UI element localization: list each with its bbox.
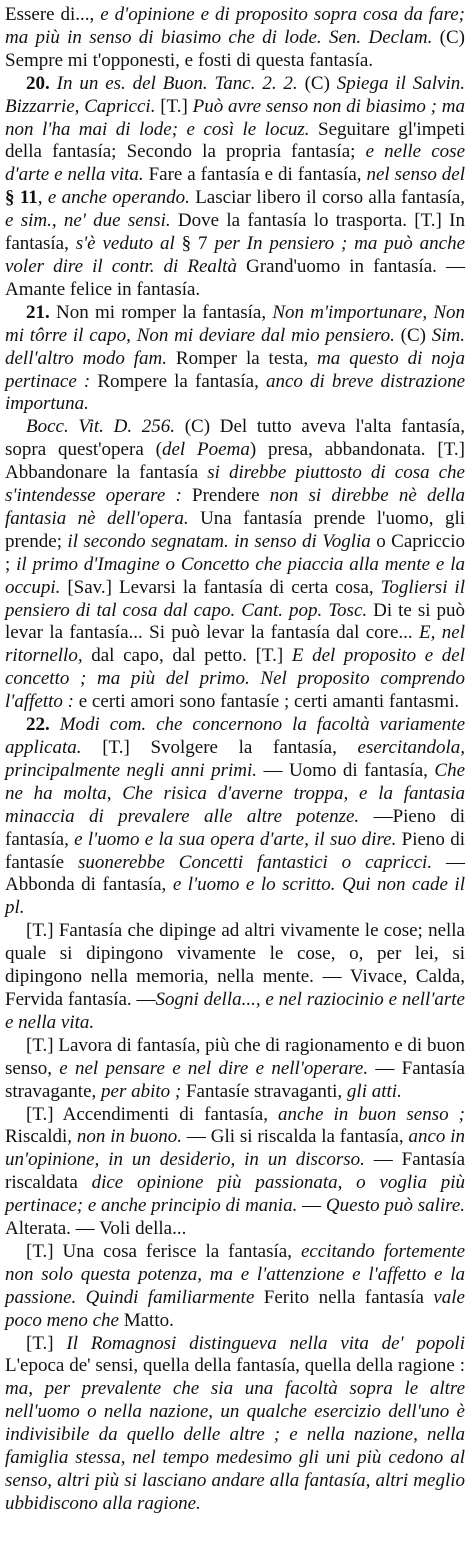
roman-text: [Sav.] Levarsi la fantasía di certa cosa,: [67, 576, 381, 598]
italic-text: , e anche operando.: [37, 187, 196, 209]
bold-text: § 11: [5, 187, 38, 209]
italic-text: per In pensiero ; ma può anche voler dire il contr. di Realtà: [5, 233, 466, 277]
italic-text: Sogni della..., e nel raziocinio e nell'arte e nella vita.: [5, 988, 465, 1033]
italic-text: per abito ;: [101, 1080, 186, 1102]
italic-text: il secondo segnatam. in senso di Voglia: [67, 530, 377, 552]
roman-text: (C) Del tutto aveva l'alta fantasía, sopra quest'opera (: [5, 416, 465, 461]
italic-text: In un es. del Buon. Tanc. 2. 2.: [56, 72, 305, 94]
roman-text: Ferito nella fantasía: [263, 1286, 434, 1308]
italic-text: Modi com. che concernono la facoltà variamente applicata.: [5, 714, 465, 758]
dictionary-column: [5, 4, 465, 1516]
roman-text: (C): [304, 72, 337, 94]
roman-text: Prendere: [192, 485, 270, 507]
italic-text: suonerebbe Concetti fantastici o capricci.: [77, 851, 446, 873]
italic-text: del Poema: [161, 439, 250, 461]
italic-text: Spiega il Salvin. Bizzarrie, Capricci.: [5, 72, 466, 117]
roman-text: Rompere la fantasía,: [97, 370, 266, 392]
roman-text: Non mi romper la fantasía,: [55, 301, 273, 323]
roman-text: [T.] Lavora di fantasía, più che di ragionamento e di buon senso,: [5, 1034, 465, 1079]
roman-text: Grand'uomo in fantasía. — Amante felice in fantasía.: [5, 255, 465, 300]
roman-text: —: [302, 1195, 326, 1217]
italic-text: ma questo di noja pertinace :: [5, 347, 465, 392]
roman-text: (C): [400, 324, 432, 346]
italic-text: Sim. dell'altro modo fam.: [5, 324, 466, 369]
roman-text: o Capriccio ;: [5, 530, 466, 575]
entry-essere-di: [5, 4, 465, 73]
italic-text: Non m'importunare, Non mi tôrre il capo, Non mi deviare dal mio pensiero.: [5, 301, 465, 346]
roman-text: [T.] Svolgere la fantasía,: [102, 737, 358, 758]
roman-text: Alterata. — Voli della...: [5, 1218, 187, 1240]
roman-text: Una fantasía prende l'uomo, gli prende;: [5, 507, 465, 552]
roman-text: —Pieno di fantasía,: [5, 805, 465, 850]
roman-text: ) presa, abbandonata. [T.] Abbandonare la fantasía: [5, 439, 465, 484]
roman-text: § 7: [181, 233, 215, 255]
italic-text: Togliersi il pensiero di tal cosa dal capo. Cant. pop. Tosc.: [5, 576, 465, 621]
italic-text: vale poco meno che: [5, 1286, 465, 1331]
entry-romagnosi: [5, 1333, 465, 1516]
italic-text: ma, per prevalente che sia una facoltà sopra le altre nell'uomo o nella nazione, un qualche esercizio dell'uno è indivisibile da quello delle altre ; e nella nazione, nella famiglia stessa, nel tempo medesimo gli uni più cedono al senso, altri più si lasciano andare alla fantasía, altri meglio ubbidiscono alla ragione.: [5, 1378, 465, 1514]
italic-text: Il Romagnosi distingueva nella vita de' popoli: [66, 1332, 465, 1354]
entry-21: [5, 302, 465, 417]
italic-text: Questo può salire.: [325, 1195, 466, 1217]
roman-text: dal capo, dal petto. [T.]: [91, 645, 292, 667]
italic-text: anche in buon senso ;: [278, 1103, 465, 1125]
italic-text: e d'opinione e di proposito sopra cosa da fare; ma più in senso di biasimo che di lode. Sen. Declam.: [5, 4, 465, 48]
roman-text: [T.] Una cosa ferisce la fantasía,: [26, 1240, 301, 1262]
italic-text: si direbbe piuttosto di cosa che s'intendesse operare :: [5, 462, 465, 507]
roman-text: Riscaldi,: [5, 1126, 77, 1148]
italic-text: s'è veduto al: [75, 233, 182, 255]
roman-text: — Uomo di fantasía,: [263, 759, 435, 781]
roman-text: Lasciar libero il corso alla fantasía,: [195, 187, 465, 209]
italic-text: e l'uomo e lo scritto. Qui non cade il pl.: [5, 874, 465, 919]
roman-text: — Fantasía stravagante,: [5, 1057, 465, 1102]
italic-text: non in buono.: [76, 1126, 187, 1148]
entry-bocc-vit: [5, 416, 465, 714]
entry-ferisce: [5, 1241, 465, 1333]
roman-text: Fare a fantasía e di fantasía,: [148, 164, 367, 186]
entry-dipinge: [5, 920, 465, 1035]
roman-text: Essere di...,: [5, 4, 101, 25]
roman-text: — Gli si riscalda la fantasía,: [186, 1126, 409, 1148]
roman-text: Pieno di fantasíe: [5, 828, 466, 873]
italic-text: e sim., ne' due sensi.: [5, 210, 178, 232]
entry-accendimenti: [5, 1104, 465, 1241]
entry-lavora: [5, 1035, 465, 1104]
italic-text: e l'uomo e la sua opera d'arte, il suo dire.: [74, 828, 402, 850]
roman-text: [T.]: [26, 1332, 67, 1354]
roman-text: L'epoca de' sensi, quella della fantasía, quella della ragione :: [5, 1355, 465, 1377]
italic-text: il primo d'Imagine o Concetto che piaccia alla mente e la occupi.: [5, 553, 465, 598]
bold-text: 20.: [26, 72, 57, 94]
italic-text: anco di breve distrazione importuna.: [5, 370, 466, 415]
italic-text: gli atti.: [346, 1080, 402, 1102]
bold-text: 22.: [26, 714, 60, 736]
roman-text: Romper la testa,: [175, 347, 317, 369]
italic-text: eccitando fortemente non solo questa potenza, ma e l'attenzione e l'affetto e la passione. Quindi familiarmente: [5, 1240, 466, 1308]
roman-text: — Abbonda di fantasía,: [5, 851, 465, 896]
italic-text: non si direbbe nè della fantasia nè dell'opera.: [5, 485, 465, 529]
roman-text: [T.] Fantasía che dipinge ad altri vivamente le cose; nella quale si dipingono vivamente le cose, o, per lei, si dipingono nella memoria, nella mente. — Vivace, Calda, Fervida fantasía. —: [5, 920, 465, 1010]
roman-text: Seguitare gl'impeti della fantasía; Secondo la propria fantasía;: [5, 118, 465, 163]
italic-text: esercitandola, principalmente negli anni primi.: [5, 737, 465, 781]
entry-20: [5, 73, 465, 302]
roman-text: Fantasíe stravaganti,: [185, 1080, 347, 1102]
italic-text: e nel pensare e nel dire e nell'operare.: [59, 1057, 376, 1079]
roman-text: e certi amori sono fantasíe ; certi amanti fantasmi.: [78, 691, 460, 713]
italic-text: dice opinione più passionata, o voglia più pertinace; e anche principio di mania.: [5, 1172, 466, 1217]
roman-text: Matto.: [123, 1309, 174, 1331]
italic-text: anco in un'opinione, in un desiderio, in un discorso.: [5, 1126, 465, 1171]
roman-text: Di te si può levar la fantasía... Si può levar la fantasía dal core...: [5, 599, 465, 644]
roman-text: — Fantasía riscaldata: [5, 1149, 465, 1194]
roman-text: Dove la fantasía lo trasporta. [T.] In fantasía,: [5, 210, 465, 255]
roman-text: [T.] Accendimenti di fantasía,: [26, 1103, 279, 1125]
italic-text: E, nel ritornello,: [5, 622, 465, 667]
italic-text: E del proposito e del concetto ; ma più del primo. Nel proposito comprendo l'affetto :: [5, 645, 465, 713]
roman-text: (C) Sempre mi t'opponesti, e fosti di questa fantasía.: [5, 26, 465, 71]
italic-text: Può avre senso non di biasimo ; ma non l'ha mai di lode; e così le locuz.: [5, 95, 465, 140]
entry-22: [5, 714, 465, 920]
italic-text: e nelle cose d'arte e nella vita.: [5, 141, 465, 186]
italic-text: Bocc. Vit. D. 256.: [26, 416, 185, 438]
bold-text: 21.: [26, 301, 56, 323]
italic-text: Che ne ha molta, Che risica d'averne troppa, e la fantasia minaccia di prevalere alle altre potenze.: [5, 759, 465, 827]
roman-text: [T.]: [160, 95, 193, 117]
italic-text: nel senso del: [366, 164, 465, 186]
